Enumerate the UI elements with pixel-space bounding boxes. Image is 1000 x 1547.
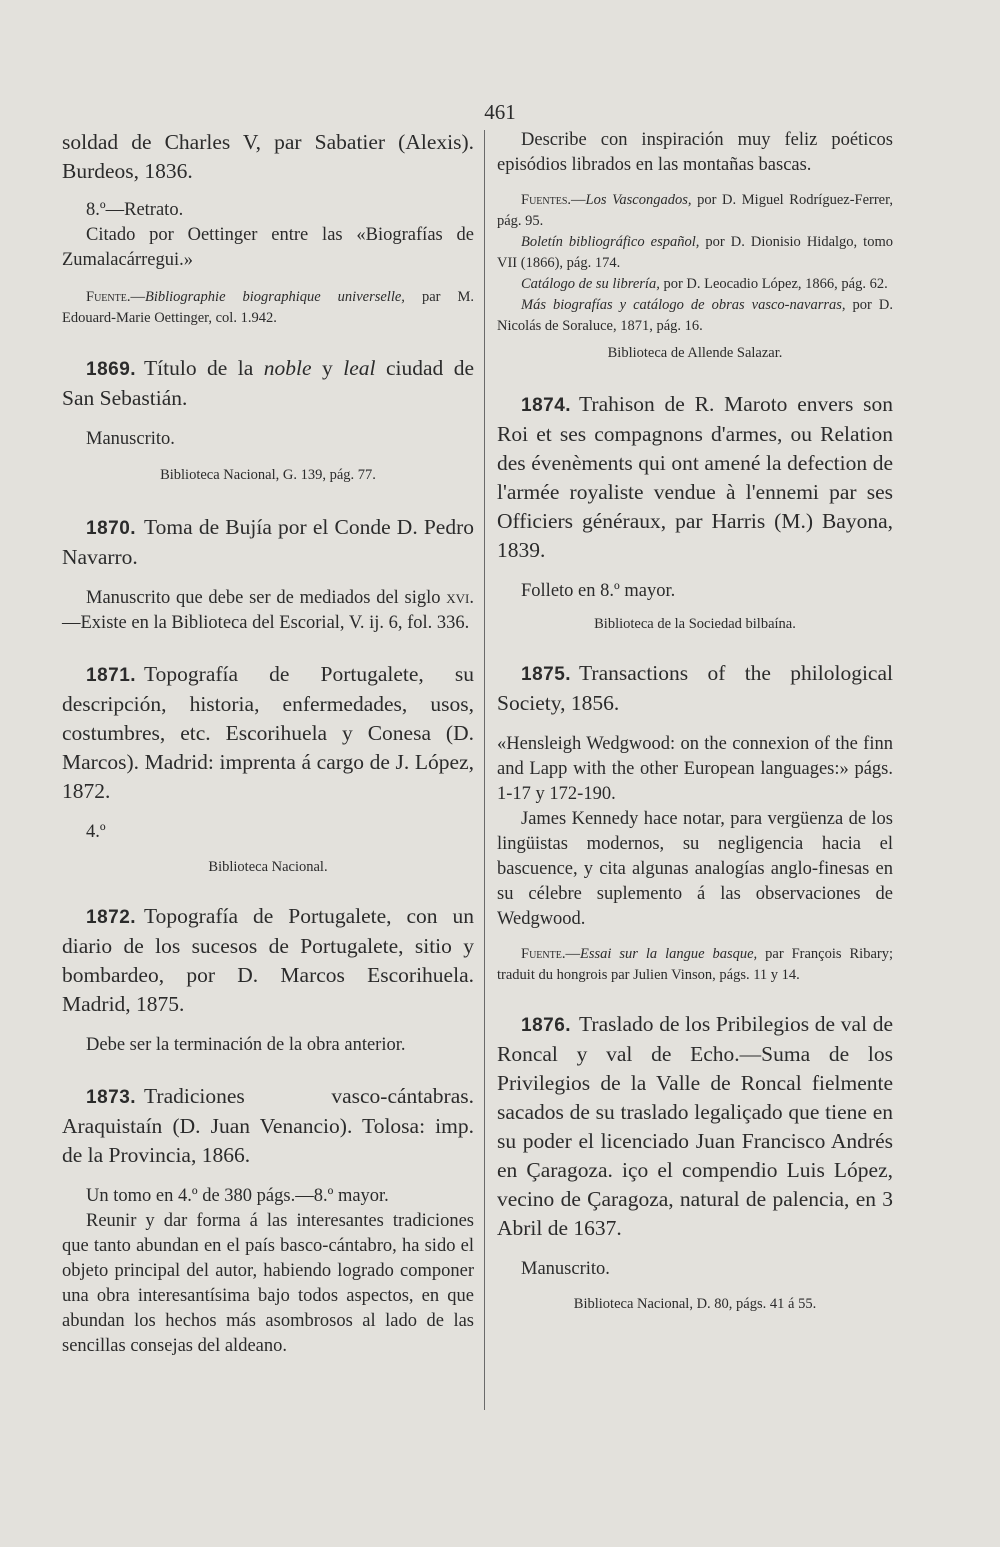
entry-title: 1874. Trahison de R. Maroto envers son Roi et ses compagnons d'armes, ou Relation des évenèments qui ont amené la defection de l'armée royaliste vendue à l'ennemi par ses Officiers généraux, par Harris (M.) Bayona, 1839.	[497, 392, 893, 562]
entry-description: Reunir y dar forma á las interesantes tradiciones que tanto abundan en el país basco-cántabro, ha sido el objeto principal del autor, habiendo logrado componer una obra interesantísima bajo todos aspectos, en que abundan los hechos más asombrosos al lado de las sencillas consejas del aldeano.	[62, 1211, 474, 1356]
entry-description: Manuscrito que debe ser de mediados del siglo xvi.—Existe en la Biblioteca del Escorial, V. ij. 6, fol. 336.	[62, 588, 474, 633]
entry-note: Citado por Oettinger entre las «Biografías de Zumalacárregui.»	[62, 225, 474, 270]
entry-continued-left	[62, 128, 474, 329]
column-divider	[484, 130, 485, 1410]
right-column	[497, 128, 893, 1315]
entry-source: Fuentes.—Los Vascongados, por D. Miguel Rodríguez-Ferrer, pág. 95.	[497, 192, 893, 229]
entry-continued-right	[497, 128, 893, 364]
entry-title: 1873. Tradiciones vasco-cántabras. Araquistaín (D. Juan Venancio). Tolosa: imp. de la Provincia, 1866.	[62, 1084, 474, 1167]
entry-title: 1870. Toma de Bujía por el Conde D. Pedro Navarro.	[62, 515, 474, 569]
entry-number: 1872.	[86, 907, 137, 928]
entry-1872	[62, 902, 474, 1058]
entry-number: 1876.	[521, 1015, 572, 1036]
entry-format: 8.º—Retrato.	[86, 200, 184, 220]
entry-1876	[497, 1010, 893, 1315]
entry-number: 1875.	[521, 664, 572, 685]
entry-library: Biblioteca de Allende Salazar.	[607, 345, 783, 361]
page-number: 461	[484, 100, 516, 124]
entry-library: Biblioteca Nacional.	[208, 859, 328, 875]
entry-title: 1869. Título de la noble y leal ciudad de San Sebastián.	[62, 356, 474, 410]
entry-1875	[497, 659, 893, 986]
entry-title: 1872. Topografía de Portugalete, con un diario de los sucesos de Portugalete, sitio y bombardeo, por D. Marcos Escorihuela. Madrid, 1875.	[62, 904, 474, 1016]
entry-1873	[62, 1082, 474, 1359]
entry-number: 1873.	[86, 1087, 137, 1108]
entry-source: Catálogo de su librería, por D. Leocadio López, 1866, pág. 62.	[521, 276, 888, 292]
entry-format: Un tomo en 4.º de 380 págs.—8.º mayor.	[86, 1186, 389, 1206]
entry-number: 1871.	[86, 665, 137, 686]
entry-number: 1874.	[521, 395, 572, 416]
entry-format: Folleto en 8.º mayor.	[521, 581, 676, 601]
entry-description: Debe ser la terminación de la obra anterior.	[86, 1035, 406, 1055]
entry-1870	[62, 513, 474, 636]
entry-number: 1869.	[86, 359, 137, 380]
entry-library: Biblioteca de la Sociedad bilbaína.	[594, 616, 796, 632]
entry-title: soldad de Charles V, par Sabatier (Alexis). Burdeos, 1836.	[62, 130, 474, 183]
entry-source: Boletín bibliográfico español, por D. Dionisio Hidalgo, tomo VII (1866), pág. 174.	[497, 234, 893, 271]
entry-title: 1876. Traslado de los Pribilegios de val de Roncal y val de Echo.—Suma de los Privilegios de la Valle de Roncal fielmente sacados de su traslado legaliçado que tiene en su poder el licenciado Juan Francisco Andrés en Çaragoza. iço el compendio Luis López, vecino de Çaragoza, natural de palencia, en 3 Abril de 1637.	[497, 1012, 893, 1240]
left-column	[62, 128, 474, 1359]
entry-format: 4.º	[86, 822, 106, 842]
entry-description: Manuscrito.	[86, 429, 175, 449]
entry-description: James Kennedy hace notar, para vergüenza de los lingüistas modernos, su negligencia hacia el bascuence, y cita algunas analogías anglo-finesas en su célebre suplemento á las observaciones de Wedgwood.	[497, 809, 893, 929]
entry-source: Fuente.—Bibliographie biographique universelle, par M. Edouard-Marie Oettinger, col. 1.942.	[62, 289, 474, 326]
entry-quote: «Hensleigh Wedgwood: on the connexion of the finn and Lapp with the other European languages:» págs. 1-17 y 172-190.	[497, 734, 893, 804]
entry-1871	[62, 660, 474, 878]
entry-source: Fuente.—Essai sur la langue basque, par François Ribary; traduit du hongrois par Julien Vinson, págs. 11 y 14.	[497, 946, 893, 983]
entry-source: Más biografías y catálogo de obras vasco-navarras, por D. Nicolás de Soraluce, 1871, pág. 16.	[497, 297, 893, 334]
entry-title: 1875. Transactions of the philological Society, 1856.	[497, 661, 893, 715]
entry-1869	[62, 354, 474, 486]
entry-number: 1870.	[86, 518, 137, 539]
entry-description: Manuscrito.	[521, 1259, 610, 1279]
entry-library: Biblioteca Nacional, G. 139, pág. 77.	[160, 467, 376, 483]
entry-library: Biblioteca Nacional, D. 80, págs. 41 á 55.	[573, 1296, 817, 1312]
entry-description: Describe con inspiración muy feliz poéticos episódios librados en las montañas bascas.	[497, 130, 893, 175]
entry-title: 1871. Topografía de Portugalete, su descripción, historia, enfermedades, usos, costumbres, etc. Escorihuela y Conesa (D. Marcos). Madrid: imprenta á cargo de J. López, 1872.	[62, 662, 474, 803]
entry-1874	[497, 390, 893, 635]
